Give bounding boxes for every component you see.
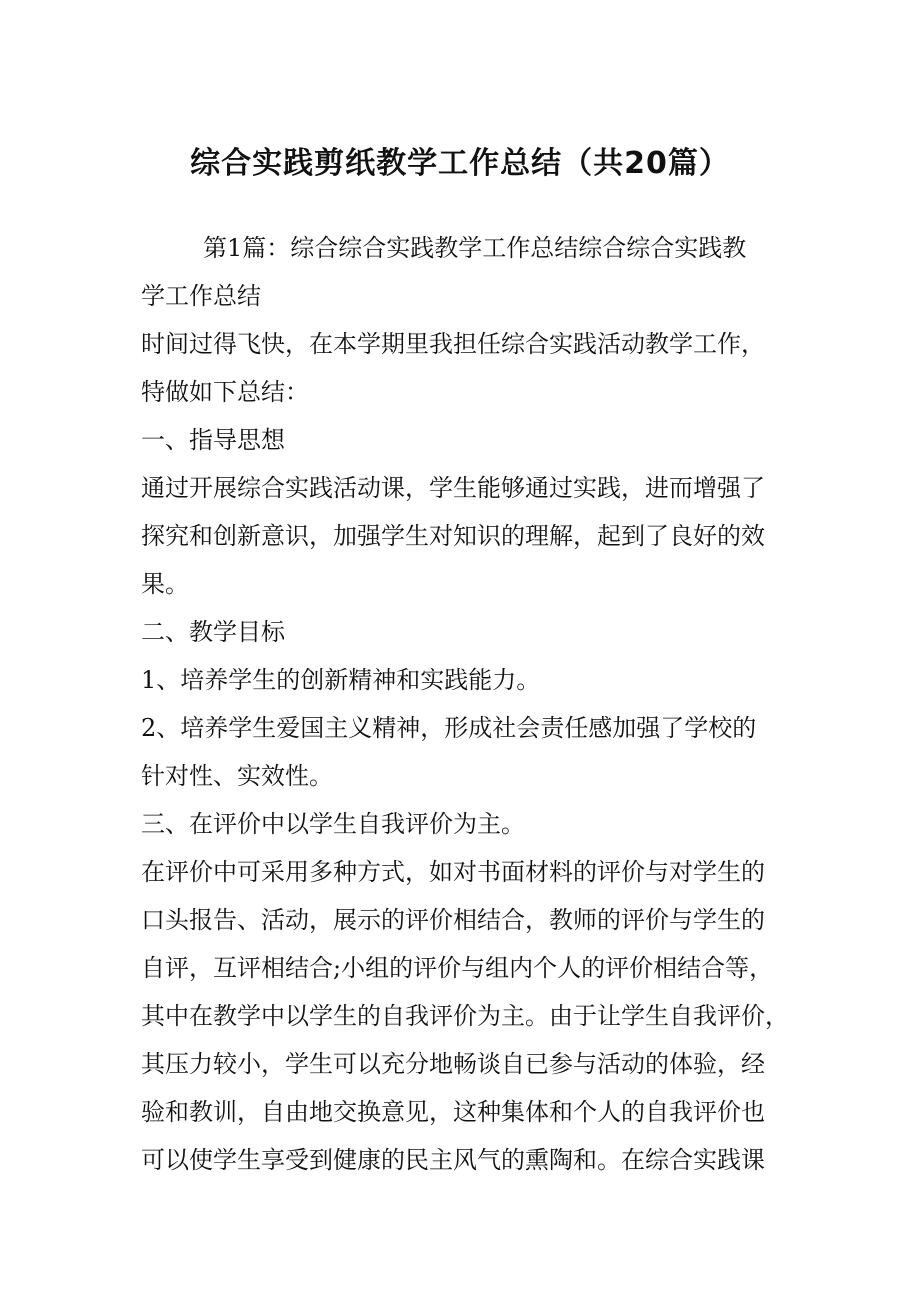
paragraph-line: 口头报告、活动，展示的评价相结合，教师的评价与学生的 [141, 906, 765, 934]
section-heading: 二、教学目标 [141, 618, 285, 646]
section-heading: 一、指导思想 [141, 426, 285, 454]
list-item: 2、培养学生爱国主义精神，形成社会责任感加强了学校的 [141, 714, 757, 742]
section-heading: 三、在评价中以学生自我评价为主。 [141, 810, 525, 838]
paragraph-line: 果。 [141, 570, 189, 598]
list-item: 1、培养学生的创新精神和实践能力。 [141, 666, 541, 694]
paragraph-line: 第1篇：综合综合实践教学工作总结综合综合实践教 [203, 234, 747, 262]
paragraph-line: 特做如下总结： [141, 378, 309, 406]
paragraph-line: 时间过得飞快，在本学期里我担任综合实践活动教学工作， [141, 330, 765, 358]
paragraph-line: 验和教训，自由地交换意见，这种集体和个人的自我评价也 [141, 1098, 765, 1126]
paragraph-line: 可以使学生享受到健康的民主风气的熏陶和。在综合实践课 [141, 1146, 765, 1174]
document-title: 综合实践剪纸教学工作总结（共20篇） [190, 146, 730, 181]
paragraph-line: 其中在教学中以学生的自我评价为主。由于让学生自我评价， [141, 1002, 789, 1030]
paragraph-line: 探究和创新意识，加强学生对知识的理解，起到了良好的效 [141, 522, 765, 550]
paragraph-line: 学工作总结 [141, 282, 261, 310]
paragraph-line: 在评价中可采用多种方式，如对书面材料的评价与对学生的 [141, 858, 765, 886]
paragraph-line: 自评，互评相结合;小组的评价与组内个人的评价相结合等， [141, 954, 774, 982]
paragraph-line: 针对性、实效性。 [141, 762, 333, 790]
paragraph-line: 其压力较小，学生可以充分地畅谈自已参与活动的体验，经 [141, 1050, 765, 1078]
document-body [141, 224, 789, 1184]
paragraph-line: 通过开展综合实践活动课，学生能够通过实践，进而增强了 [141, 474, 765, 502]
